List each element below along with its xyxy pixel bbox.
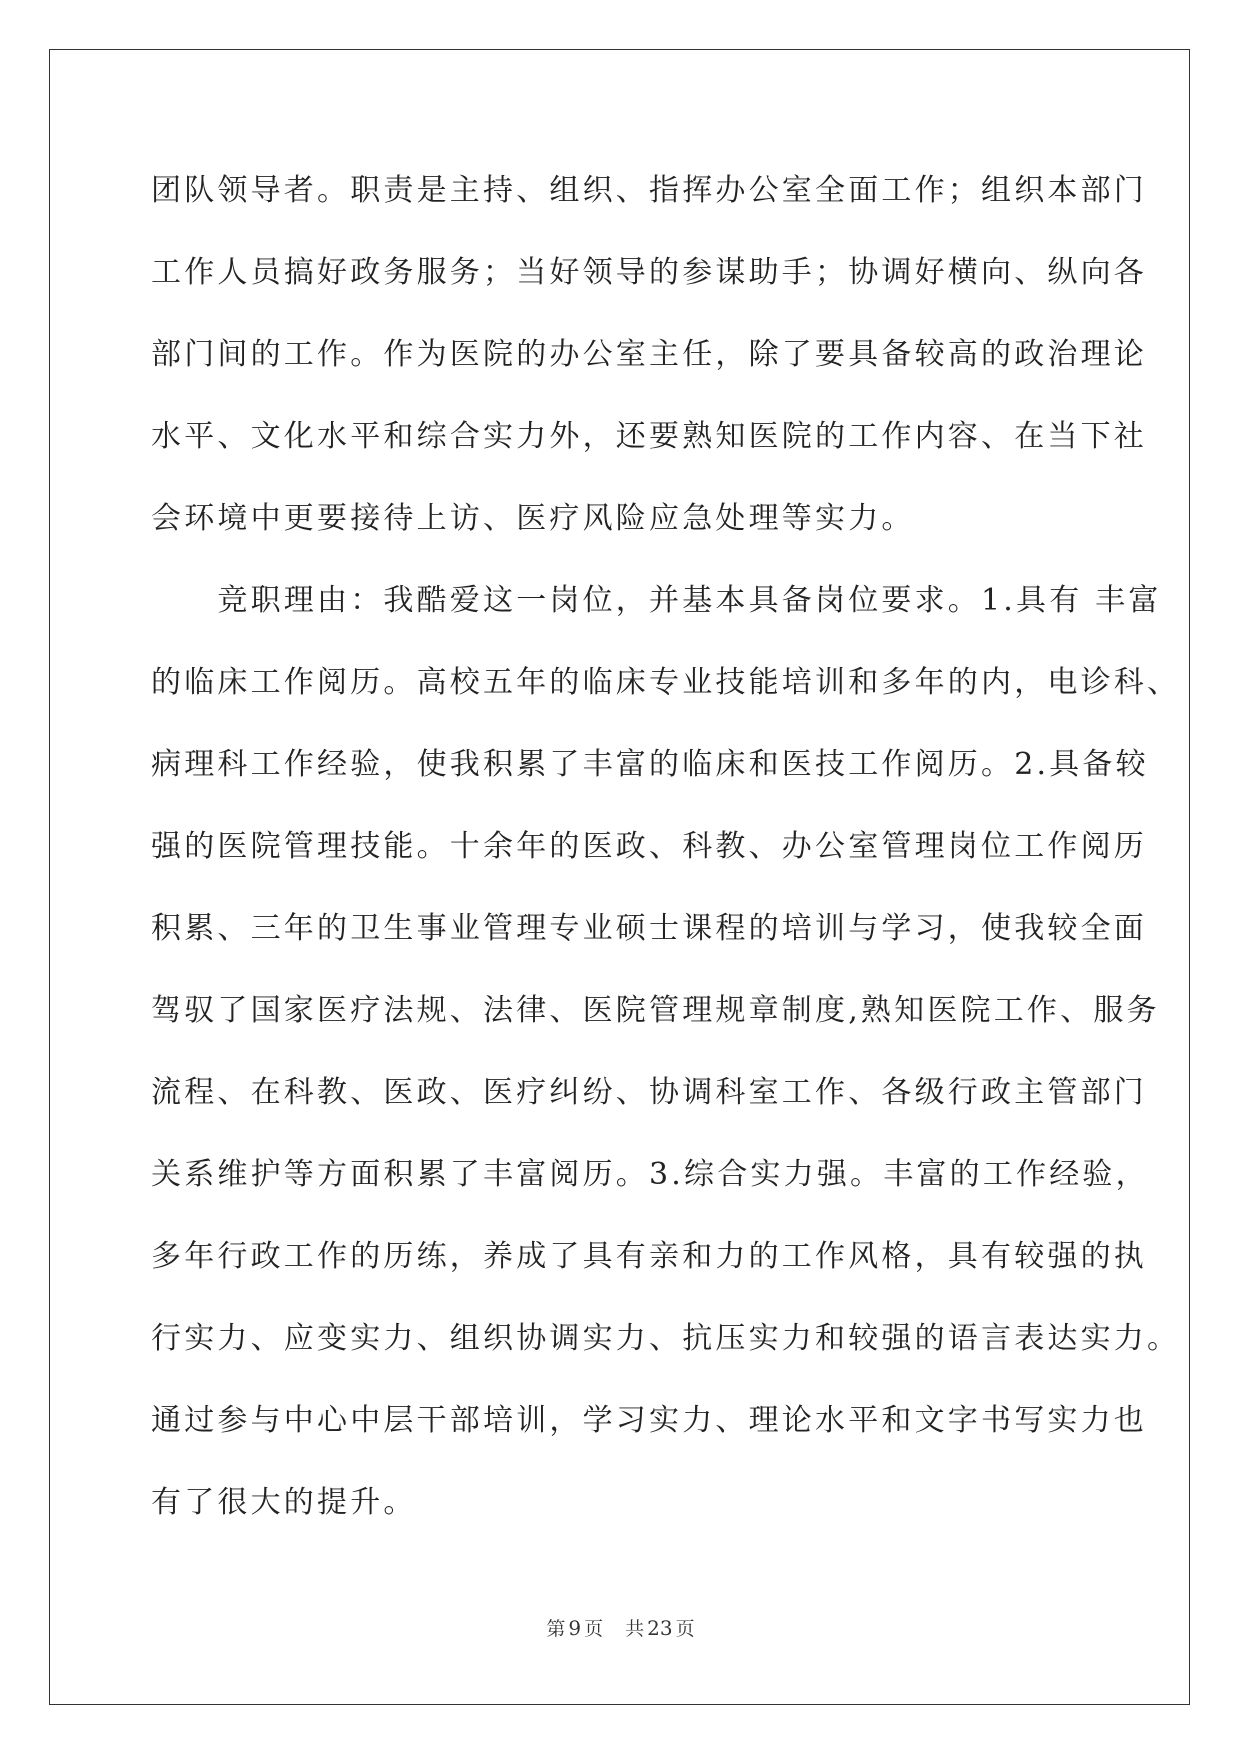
text-line: 团队领导者。职责是主持、组织、指挥办公室全面工作；组织本部门 [151,173,1147,208]
text-line: 行实力、应变实力、组织协调实力、抗压实力和较强的语言表达实力。 [151,1321,1181,1356]
page-footer [0,1614,1241,1641]
text-line: 驾驭了国家医疗法规、法律、医院管理规章制度,熟知医院工作、服务 [151,993,1160,1028]
text-line: 通过参与中心中层干部培训，学习实力、理论水平和文字书写实力也 [151,1403,1147,1438]
text-line: 强的医院管理技能。十余年的医政、科教、办公室管理岗位工作阅历 [151,829,1147,864]
page-suffix: 页 [584,1618,604,1640]
text-line: 工作人员搞好政务服务；当好领导的参谋助手；协调好横向、纵向各 [151,255,1147,290]
page-number: 9 [568,1616,582,1640]
text-line: 积累、三年的卫生事业管理专业硕士课程的培训与学习，使我较全面 [151,911,1147,946]
document-body [151,162,1181,1556]
text-line: 流程、在科教、医政、医疗纠纷、协调科室工作、各级行政主管部门 [151,1075,1147,1110]
text-line: 多年行政工作的历练，养成了具有亲和力的工作风格，具有较强的执 [151,1239,1147,1274]
text-line: 会环境中更要接待上访、医疗风险应急处理等实力。 [151,501,915,536]
text-line: 病理科工作经验，使我积累了丰富的临床和医技工作阅历。2.具备较 [151,747,1149,782]
text-line: 部门间的工作。作为医院的办公室主任，除了要具备较高的政治理论 [151,337,1147,372]
total-pages: 23 [647,1616,673,1640]
text-line: 关系维护等方面积累了丰富阅历。3.综合实力强。丰富的工作经验， [151,1157,1149,1192]
text-line: 水平、文化水平和综合实力外，还要熟知医院的工作内容、在当下社 [151,419,1147,454]
text-line: 的临床工作阅历。高校五年的临床专业技能培训和多年的内，电诊科、 [151,665,1181,700]
text-line: 竞职理由：我酷爱这一岗位，并基本具备岗位要求。1.具有 丰富 [151,583,1162,618]
total-suffix: 页 [675,1618,695,1640]
page-prefix: 第 [546,1618,566,1640]
text-line: 有了很大的提升。 [151,1485,417,1520]
total-prefix: 共 [625,1618,645,1640]
